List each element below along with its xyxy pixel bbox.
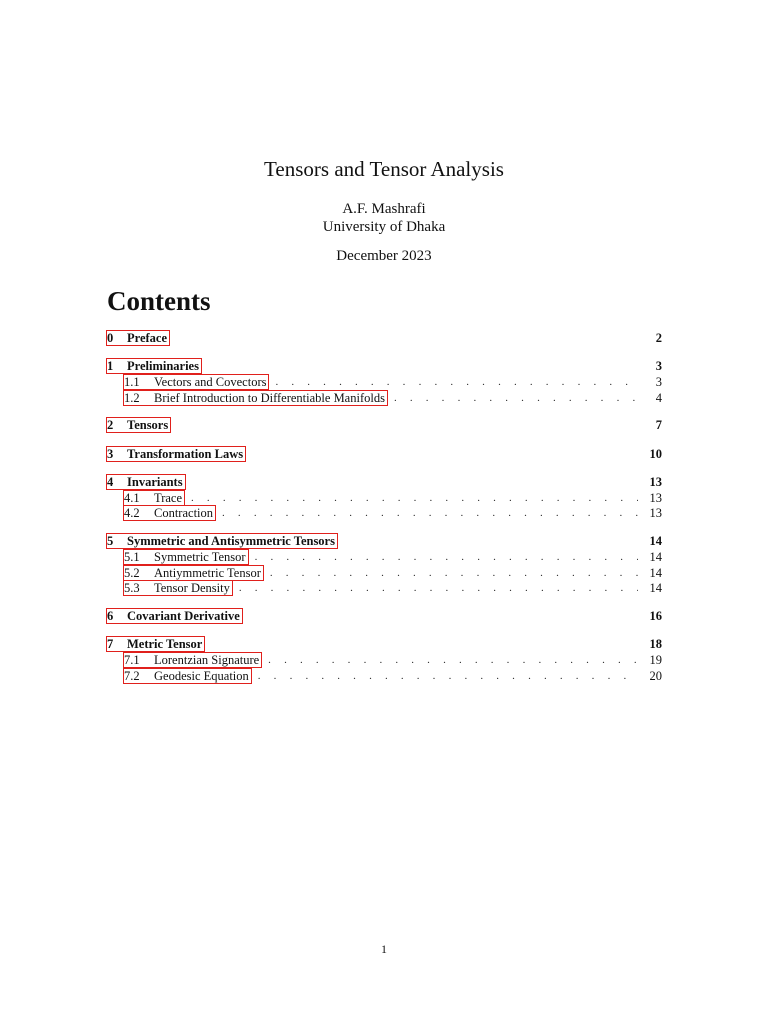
toc-section-transformation-laws[interactable] <box>106 446 662 462</box>
document-title: Tensors and Tensor Analysis <box>264 157 504 181</box>
toc-number: 7 <box>107 637 114 651</box>
toc-page: 2 <box>655 331 662 345</box>
toc-page: 3 <box>655 375 662 389</box>
toc-page: 14 <box>649 566 662 580</box>
toc-link[interactable] <box>123 565 264 581</box>
toc-link[interactable] <box>123 549 249 565</box>
toc-page: 4 <box>655 391 662 405</box>
document-date: December 2023 <box>336 248 432 264</box>
toc-number: 5 <box>107 534 114 548</box>
dot-leader <box>275 374 638 390</box>
toc-page: 10 <box>649 447 662 461</box>
toc-section-preface[interactable] <box>106 330 662 346</box>
author-name: A.F. Mashrafi <box>342 201 426 217</box>
toc-title: Transformation Laws <box>127 447 244 461</box>
toc-title: Antiymmetric Tensor <box>154 566 261 580</box>
toc-subsection-symmetric-tensor[interactable] <box>106 549 662 565</box>
toc-subsection-tensor-density[interactable] <box>106 580 662 596</box>
toc-link[interactable] <box>106 474 186 490</box>
toc-number: 1.1 <box>124 375 140 389</box>
toc-title: Invariants <box>127 475 183 489</box>
toc-link[interactable] <box>106 636 205 652</box>
toc-number: 7.2 <box>124 669 140 683</box>
toc-number: 5.3 <box>124 581 140 595</box>
toc-link[interactable] <box>123 390 388 406</box>
dot-leader <box>270 565 638 581</box>
toc-title: Contraction <box>154 506 214 520</box>
toc-number: 0 <box>107 331 114 345</box>
toc-number: 4.2 <box>124 506 140 520</box>
toc-link[interactable] <box>106 608 243 624</box>
toc-subsection-lorentzian-signature[interactable] <box>106 652 662 668</box>
toc-number: 4 <box>107 475 114 489</box>
toc-title: Vectors and Covectors <box>154 375 267 389</box>
toc-section-symmetric-antisymmetric[interactable] <box>106 533 662 549</box>
toc-number: 5.1 <box>124 550 140 564</box>
toc-subsection-vectors-covectors[interactable] <box>106 374 662 390</box>
toc-number: 7.1 <box>124 653 140 667</box>
dot-leader <box>222 505 638 521</box>
toc-page: 19 <box>649 653 662 667</box>
toc-link[interactable] <box>123 580 233 596</box>
toc-link[interactable] <box>106 330 170 346</box>
dot-leader <box>191 490 638 506</box>
toc-title: Brief Introduction to Differentiable Manifolds <box>154 391 385 405</box>
toc-number: 2 <box>107 418 114 432</box>
toc-link[interactable] <box>106 533 338 549</box>
toc-title: Covariant Derivative <box>127 609 240 623</box>
toc-subsection-geodesic-equation[interactable] <box>106 668 662 684</box>
contents-heading: Contents <box>107 286 211 316</box>
toc-link[interactable] <box>123 374 269 390</box>
toc-title: Tensor Density <box>154 581 230 595</box>
dot-leader <box>258 668 638 684</box>
toc-link[interactable] <box>106 358 202 374</box>
toc-link[interactable] <box>106 417 171 433</box>
dot-leader <box>239 580 638 596</box>
toc-title: Symmetric Tensor <box>154 550 246 564</box>
page-number: 1 <box>381 942 387 956</box>
toc-section-covariant-derivative[interactable] <box>106 608 662 624</box>
toc-page: 13 <box>649 506 662 520</box>
toc-page: 14 <box>649 534 662 548</box>
toc-subsection-trace[interactable] <box>106 490 662 506</box>
toc-page: 16 <box>649 609 662 623</box>
toc-number: 1.2 <box>124 391 140 405</box>
dot-leader <box>255 549 638 565</box>
toc-section-preliminaries[interactable] <box>106 358 662 374</box>
toc-title: Metric Tensor <box>127 637 203 651</box>
toc-number: 5.2 <box>124 566 140 580</box>
toc-link[interactable] <box>123 652 262 668</box>
dot-leader <box>394 390 638 406</box>
toc-page: 14 <box>649 581 662 595</box>
toc-link[interactable] <box>123 490 185 506</box>
toc-page: 7 <box>655 418 662 432</box>
toc-subsection-antisymmetric-tensor[interactable] <box>106 565 662 581</box>
author-block <box>0 200 768 236</box>
toc-page: 13 <box>649 475 662 489</box>
toc-number: 4.1 <box>124 491 140 505</box>
toc-number: 1 <box>107 359 114 373</box>
toc-title: Lorentzian Signature <box>154 653 260 667</box>
toc-page: 3 <box>655 359 662 373</box>
toc-title: Preface <box>127 331 168 345</box>
toc-page: 14 <box>649 550 662 564</box>
author-affiliation: University of Dhaka <box>322 219 446 235</box>
toc-title: Trace <box>154 491 183 505</box>
toc-title: Symmetric and Antisymmetric Tensors <box>127 534 335 548</box>
toc-number: 6 <box>107 609 114 623</box>
toc-section-invariants[interactable] <box>106 474 662 490</box>
toc-link[interactable] <box>123 668 252 684</box>
toc-page: 13 <box>649 491 662 505</box>
toc-section-metric-tensor[interactable] <box>106 636 662 652</box>
dot-leader <box>268 652 638 668</box>
toc-section-tensors[interactable] <box>106 417 662 433</box>
toc-title: Geodesic Equation <box>154 669 249 683</box>
toc-number: 3 <box>107 447 114 461</box>
toc-link[interactable] <box>106 446 246 462</box>
toc-title: Tensors <box>127 418 169 432</box>
toc-subsection-manifolds[interactable] <box>106 390 662 406</box>
toc-subsection-contraction[interactable] <box>106 505 662 521</box>
toc-title: Preliminaries <box>127 359 199 373</box>
toc-page: 18 <box>649 637 662 651</box>
toc-link[interactable] <box>123 505 216 521</box>
toc-page: 20 <box>649 669 662 683</box>
